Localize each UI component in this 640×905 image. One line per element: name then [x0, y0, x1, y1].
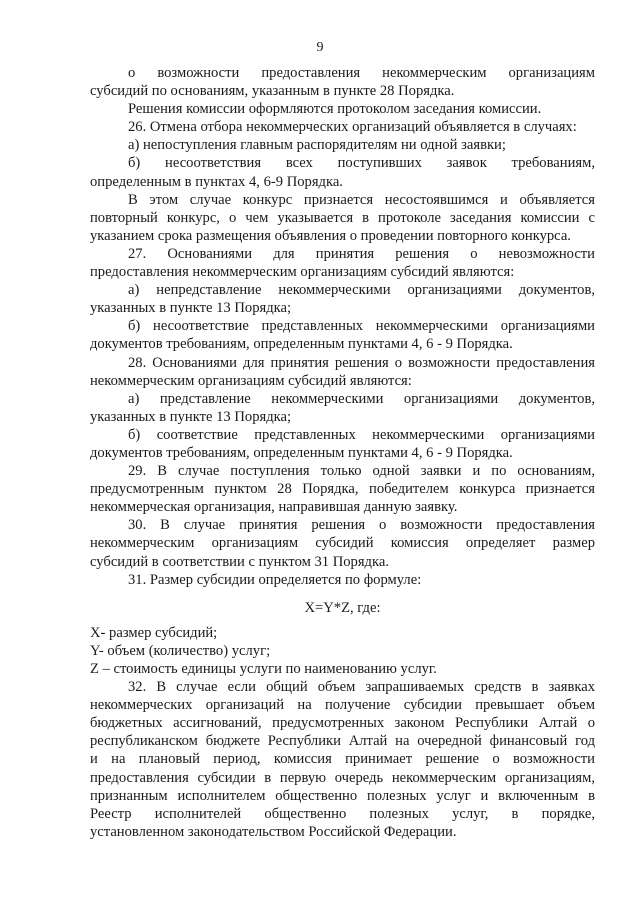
- text-line: и на плановый период, комиссия принимает решение о возможности: [90, 751, 595, 768]
- text-line: б) соответствие представленных некоммерческими организациями: [128, 426, 595, 443]
- text-line: некоммерческая организация, направившая данную заявку.: [90, 499, 458, 516]
- text-line: б) несоответствия всех поступивших заявок требованиям,: [128, 155, 595, 172]
- text-line: субсидий по основаниям, указанным в пункте 28 Порядка.: [90, 83, 455, 100]
- text-line: 27. Основаниями для принятия решения о невозможности: [128, 245, 595, 262]
- text-line: бюджетных ассигнований, предусмотренных законом Республики Алтай о: [90, 715, 595, 732]
- formula: X=Y*Z, где:: [304, 599, 381, 616]
- text-line: предоставления субсидии в первую очередь некоммерческим организациям,: [90, 769, 595, 786]
- document-body: [90, 64, 595, 841]
- text-line: 28. Основаниями для принятия решения о возможности предоставления: [128, 354, 595, 371]
- text-line: 26. Отмена отбора некоммерческих организаций объявляется в случаях:: [128, 119, 577, 136]
- text-line: указанием срока размещения объявления о проведении повторного конкурса.: [90, 227, 571, 244]
- text-line: 31. Размер субсидии определяется по формуле:: [128, 571, 422, 588]
- text-line: X- размер субсидий;: [90, 624, 218, 641]
- text-line: некоммерческим организациям субсидий являются:: [90, 372, 412, 389]
- text-line: признанным исполнителем общественно полезных услуг и включенным в: [90, 787, 595, 804]
- text-line: предоставления некоммерческим организациям субсидий являются:: [90, 264, 515, 281]
- page-number: 9: [316, 40, 324, 55]
- text-line: документов требованиям, определенным пунктами 4, 6 - 9 Порядка.: [90, 336, 513, 353]
- text-line: Решения комиссии оформляются протоколом заседания комиссии.: [128, 101, 542, 118]
- text-line: 32. В случае если общий объем запрашиваемых средств в заявках: [128, 679, 595, 696]
- text-line: о возможности предоставления некоммерческим организациям: [128, 65, 595, 81]
- text-line: а) непредставление некоммерческими организациями документов,: [128, 282, 595, 299]
- text-line: определенным в пунктах 4, 6-9 Порядка.: [90, 173, 343, 190]
- text-line: Y- объем (количество) услуг;: [90, 642, 271, 659]
- text-line: повторный конкурс, о чем указывается в протоколе заседания комиссии с: [90, 209, 595, 226]
- text-line: некоммерческим организациям субсидий комиссия определяет размер: [90, 535, 595, 552]
- text-line: 30. В случае принятия решения о возможности предоставления: [128, 517, 595, 534]
- text-line: республиканском бюджете Республики Алтай на очередной финансовый год: [90, 733, 595, 750]
- text-line: указанных в пункте 13 Порядка;: [90, 300, 292, 317]
- text-line: В этом случае конкурс признается несостоявшимся и объявляется: [128, 191, 595, 208]
- text-line: субсидий в соответствии с пунктом 31 Порядка.: [90, 553, 389, 570]
- text-line: а) непоступления главным распорядителям ни одной заявки;: [128, 137, 506, 154]
- text-line: б) несоответствие представленных некоммерческими организациями: [128, 318, 595, 335]
- text-line: Z – стоимость единицы услуги по наименованию услуг.: [90, 661, 437, 677]
- text-line: установленном законодательством Российской Федерации.: [90, 823, 457, 840]
- text-line: а) представление некоммерческими организациями документов,: [128, 390, 595, 407]
- text-line: указанных в пункте 13 Порядка;: [90, 408, 292, 425]
- text-line: некоммерческих организаций на получение субсидии превышает объем: [90, 697, 595, 714]
- text-line: Реестр исполнителей общественно полезных услуг, в порядке,: [90, 805, 595, 822]
- text-line: предусмотренным пунктом 28 Порядка, победителем конкурса признается: [90, 481, 595, 498]
- text-line: документов требованиям, определенным пунктами 4, 6 - 9 Порядка.: [90, 444, 513, 461]
- text-line: 29. В случае поступления только одной заявки и по основаниям,: [128, 463, 595, 480]
